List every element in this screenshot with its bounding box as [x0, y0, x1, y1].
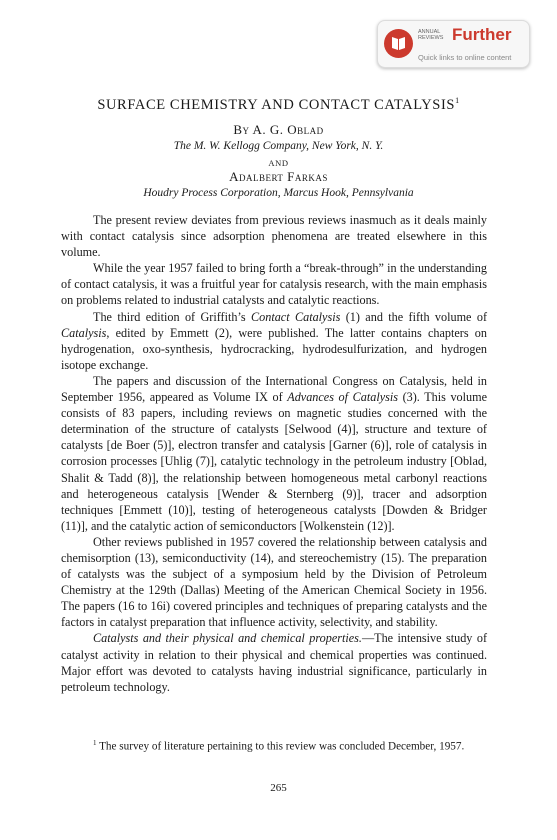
further-banner[interactable] [377, 20, 530, 68]
paragraph-3 [61, 309, 487, 373]
p6-text: —The intensive study of catalyst activity in relation to their physical and chemical properties was continued. Major effort was devoted to catalysts having industrial significance, particularly in petroleum technology. [61, 631, 488, 694]
page-number: 265 [270, 782, 287, 794]
book-icon [384, 29, 413, 58]
article-title [0, 96, 557, 114]
p3-text-a: The third edition of Griffith’s [93, 309, 251, 324]
brand-line2: REVIEWS [418, 35, 444, 41]
banner-subtitle[interactable]: Quick links to online content [418, 53, 512, 62]
affiliation-houdry: Houdry Process Corporation, Marcus Hook, Pennsylvania [143, 187, 414, 199]
annual-reviews-logo [384, 29, 413, 58]
section-heading: Catalysts and their physical and chemical properties. [93, 631, 362, 646]
banner-brand [418, 29, 450, 41]
title-footnote-marker: 1 [455, 96, 460, 105]
paragraph-6 [61, 630, 487, 694]
p4-volume-title: Advances of Catalysis [287, 390, 398, 405]
p3-book-title: Contact Catalysis [251, 309, 341, 324]
footnote [61, 736, 487, 755]
p4-text-b: (3). This volume consists of 83 papers, including reviews on magnetic studies concerned with the determination of the structure of catalysts [Selwood (4)], structure and texture of catalysts [de Boer (5)], electron transfer and catalysis [Garner (6)], role of catalysis in corrosion processes [Uhlig (7)], catalytic technology in the petroleum industry [Oblad, Shalit & Tadd (8)], the relationship between homogeneous metal carbonyl reactions and heterogeneous catalysis [Wender & Sternberg (9)], tracer and adsorption techniques [Emmett (10)], testing of heterogeneous catalysts [Dowden & Bridger (11)], and the catalytic action of semiconductors [Wolkenstein (12)]. [61, 390, 488, 533]
and-separator: AND [268, 158, 289, 168]
paragraph-2: While the year 1957 failed to bring forth a “break-through” in the understanding of contact catalysis, it was a fruitful year for catalysis research, with the main emphasis on problems related to industrial catalysts and catalytic reactions. [61, 261, 487, 308]
title-text: SURFACE CHEMISTRY AND CONTACT CATALYSIS [97, 96, 456, 113]
affiliation-kellogg: The M. W. Kellogg Company, New York, N. Y. [173, 140, 384, 152]
article-body [61, 212, 487, 695]
paragraph-1: The present review deviates from previous reviews inasmuch as it deals mainly with contact catalysis since adsorption phenomena are treated elsewhere in this volume. [61, 213, 487, 260]
author-byline: By A. G. Oblad [233, 122, 324, 137]
p3-text-b: (1) and the fifth volume of [340, 309, 487, 324]
paragraph-5: Other reviews published in 1957 covered the relationship between catalysis and chemisorption (13), semiconductivity (14), and stereochemistry (15). The preparation of catalysts was the subject of a symposium held by the Division of Petroleum Chemistry at the 129th (Dallas) Meeting of the American Chemical Society in 1956. The papers (16 to 16i) covered principles and techniques of preparing catalysts and the factors in catalyst preparation that influence activity, selectivity, and stability. [61, 534, 487, 630]
footnote-marker: 1 [93, 739, 97, 747]
brand-line1: ANNUAL [418, 29, 441, 35]
author-farkas: Adalbert Farkas [229, 169, 328, 184]
p3-series-title: Catalysis [61, 325, 107, 340]
p3-text-c: , edited by Emmett (2), were published. The latter contains chapters on hydrogenation, oxo-synthesis, hydrocracking, hydrodesulfurization, and hydrogen isotope exchange. [61, 325, 487, 372]
p4-text-a: The papers and discussion of the International Congress on Catalysis, held in September 1956, appeared as Volume IX of [61, 373, 487, 405]
paragraph-4 [61, 373, 487, 534]
banner-title[interactable]: Further [452, 25, 512, 44]
footnote-text: The survey of literature pertaining to this review was concluded December, 1957. [96, 740, 465, 753]
